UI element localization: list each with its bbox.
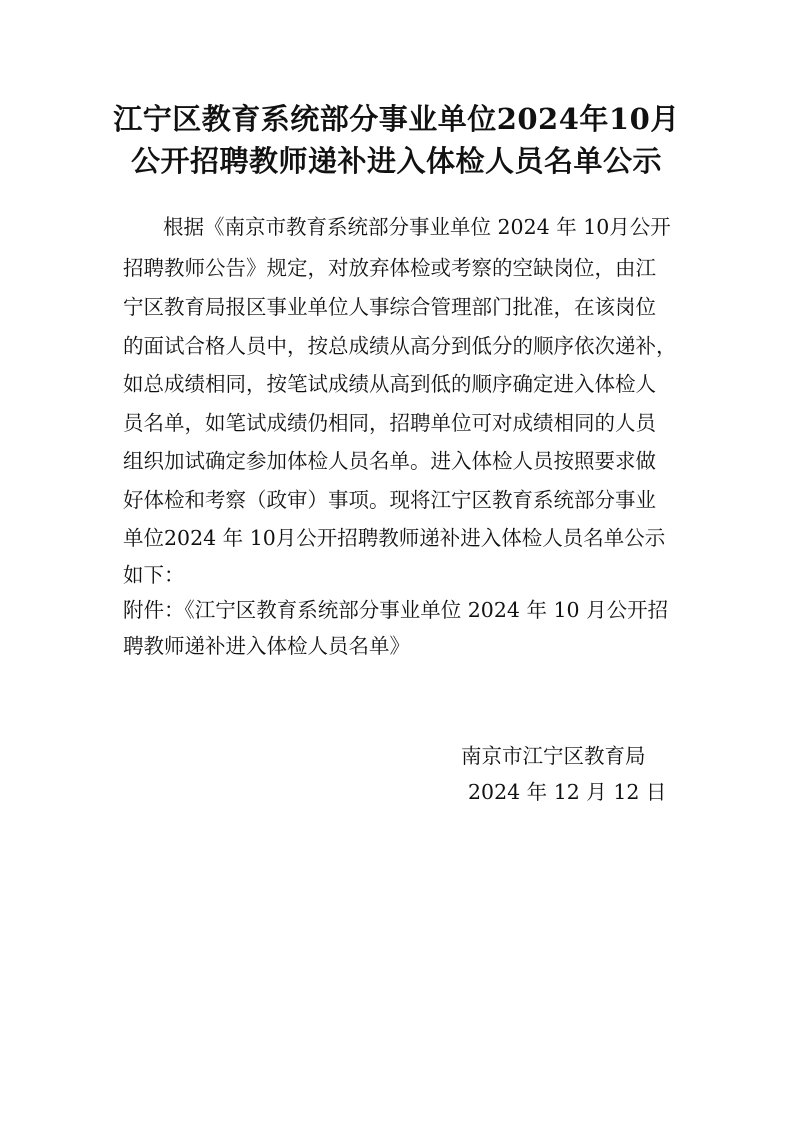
attachment-line-1: 附件：《江宁区教育系统部分事业单位 2024 年 10 月公开招 <box>123 598 669 622</box>
attachment-line-2: 聘教师递补进入体检人员名单》 <box>123 634 410 658</box>
body-paragraph-line: 单位2024 年 10月公开招聘教师递补进入体检人员名单公示 <box>123 526 666 550</box>
body-paragraph-line: 好体检和考察（政审）事项。现将江宁区教育系统部分事业 <box>123 488 656 512</box>
body-paragraph-line: 如总成绩相同，按笔试成绩从高到低的顺序确定进入体检人 <box>123 372 656 396</box>
body-paragraph-line: 如下： <box>123 563 185 587</box>
body-paragraph-line: 组织加试确定参加体检人员名单。进入体检人员按照要求做 <box>123 449 656 473</box>
signature-organization: 南京市江宁区教育局 <box>461 744 646 768</box>
document-title-line-1: 江宁区教育系统部分事业单位2024年10月 <box>113 102 680 136</box>
body-paragraph-line: 员名单，如笔试成绩仍相同，招聘单位可对成绩相同的人员 <box>123 411 656 435</box>
body-paragraph-line: 的面试合格人员中，按总成绩从高分到低分的顺序依次递补， <box>123 334 677 358</box>
body-paragraph-line: 招聘教师公告》规定，对放弃体检或考察的空缺岗位，由江 <box>123 256 656 280</box>
document-title-line-2: 公开招聘教师递补进入体检人员名单公示 <box>130 144 662 178</box>
body-paragraph-line: 根据《南京市教育系统部分事业单位 2024 年 10月公开 <box>163 215 671 239</box>
body-paragraph-line: 宁区教育局报区事业单位人事综合管理部门批准，在该岗位 <box>123 295 656 319</box>
signature-date: 2024 年 12 月 12 日 <box>468 780 667 804</box>
